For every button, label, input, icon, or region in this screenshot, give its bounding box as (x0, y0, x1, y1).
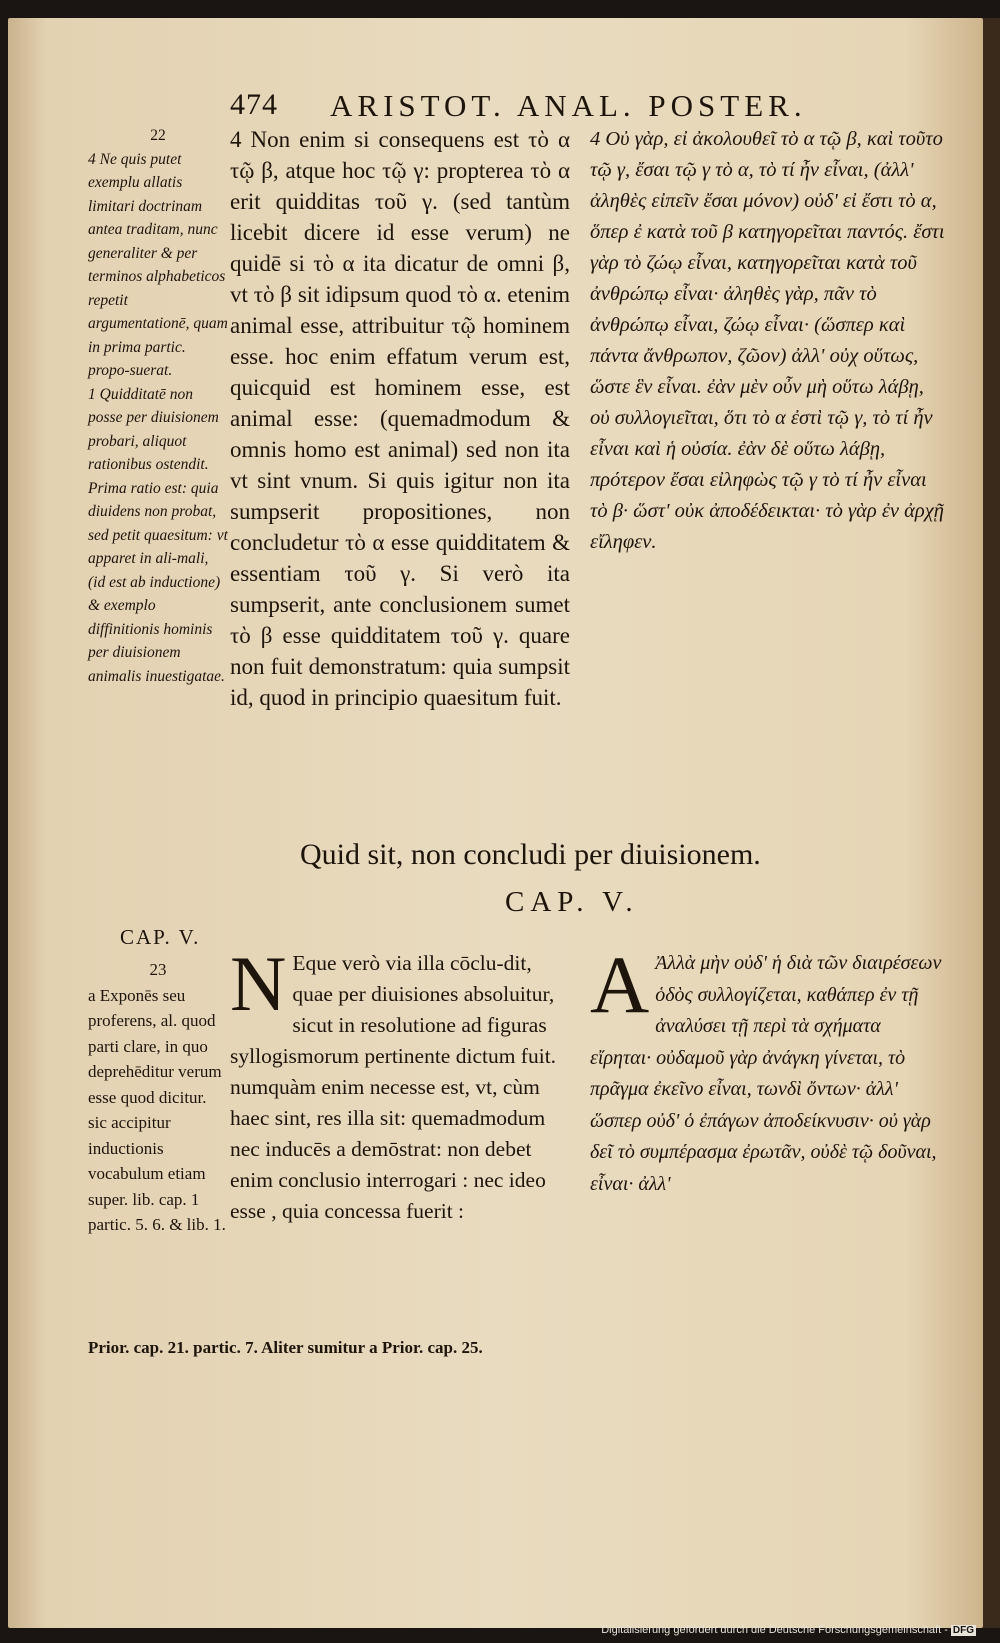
drop-cap: Α (590, 939, 650, 1030)
dfg-logo: DFG (952, 1625, 974, 1636)
greek-paragraph: 4 Οὐ γὰρ, εἰ ἀκολουθεῖ τὸ α τῷ β, καὶ τοῦτο τῷ γ, ἔσαι τῷ γ τὸ α, τὸ τί ἦν εἶναι, (ἀλλ' ἀληθὲς εἰπεῖν ἔσαι μόνον) οὐδ' εἰ ἔστι τὸ α, ὅπερ ἐ κατὰ τοῦ β κατηγορεῖται παντός. ἔστι γὰρ τὸ ζώῳ εἶναι, κατηγορεῖται κατὰ τοῦ ἀνθρώπῳ εἶναι· ἀληθὲς γὰρ, πᾶν τὸ ἀνθρώπῳ εἶναι, ζώῳ εἶναι· (ὥσπερ καὶ πάντα ἄνθρωπον, ζῶον) ἀλλ' οὐχ οὕτως, ὥστε ἓν εἶναι. ἐὰν μὲν οὖν μὴ οὕτω λάβῃ, οὐ συλλογιεῖται, ὅτι τὸ α ἐστὶ τῷ γ, τὸ τί ἦν εἶναι καὶ ἡ οὐσία. ἐὰν δὲ οὕτω λάβῃ, πρότερον ἔσαι εἰληφὼς τῷ γ τὸ τί ἦν εἶναι τὸ β· ὥστ' οὐκ ἀποδέδεικται· τὸ γὰρ ἐν ἀρχῇ εἴληφεν. (590, 128, 945, 553)
margin-chapter-heading: CAP. V. (120, 925, 201, 949)
margin-note: 1 Quidditatē non posse per diuisionem probari, aliquot rationibus ostendit. Prima ratio est: quia diuidens non probat, sed petit quaesitum: vt apparet in ali-mali, (id est ab inductione) & exemplo diffinitionis hominis per diuisionem animalis inuestigatae. (88, 385, 228, 685)
greek-paragraph: Ἀλλὰ μὴν οὐδ' ἡ διὰ τῶν διαιρέσεων ὁδὸς συλλογίζεται, καθάπερ ἐν τῇ ἀναλύσει τῇ περὶ τὰ σχήματα εἴρηται· οὐδαμοῦ γὰρ ἀνάγκη γίνεται, τὸ πρᾶγμα ἐκεῖνο εἶναι, τωνδὶ ὄντων· ἀλλ' ὥσπερ οὐδ' ὁ ἐπάγων ἀποδείκνυσιν· οὐ γὰρ δεῖ τὸ συμπέρασμα ἐρωτᾶν, οὐδὲ τῷ δοῦναι, εἶναι· ἀλλ' (590, 952, 942, 1195)
margin-notes-top (88, 124, 228, 688)
margin-note: a Exponēs seu proferens, al. quod parti clare, in quo deprehēditur verum esse quod dicitur. sic accipitur inductionis vocabulum etiam super. lib. cap. 1 partic. 5. 6. & lib. 1. (88, 985, 226, 1234)
drop-cap: N (230, 940, 287, 1027)
chapter-heading: CAP. V. (505, 886, 639, 918)
margin-notes-bottom (88, 957, 228, 1238)
margin-note: 4 Ne quis putet exemplu allatis limitari doctrinam antea traditam, nunc generaliter & per terminos alphabeticos repetit argumentationē, quam in prima partic. propo-suerat. (88, 150, 228, 379)
latin-column-bottom (230, 940, 570, 1227)
latin-column-top (230, 124, 570, 713)
page-header (230, 88, 850, 128)
margin-number: 23 (149, 960, 167, 979)
credit-text: Digitalisierung gefördert durch die Deutsche Forschungsgemeinschaft - (601, 1624, 948, 1636)
digitization-credit (601, 1624, 976, 1636)
latin-paragraph: 4 Non enim si consequens est τὸ α τῷ β, atque hoc τῷ γ: propterea τὸ α erit quidditas τοῦ γ. (sed tantùm licebit dicere id esse verum) ne quidē si τὸ α ita dicatur de omni β, vt τὸ β sit idipsum quod τὸ α. etenim animal esse, attribuitur τῷ hominem esse. hoc enim effatum verum est, quicquid est hominem esse, est animal esse: (quemadmodum & omnis homo est animal) sed non ita vt sint vnum. Si quis igitur non ita sumpserit propositiones, non concludetur τὸ α esse quidditatem & essentiam τοῦ γ. Si verò ita sumpserit, ante conclusionem sumet τὸ β esse quidditatem τοῦ γ. quare non fuit demonstratum: quia sumpsit id, quod in principio quaesitum fuit. (230, 127, 570, 710)
running-title: ARISTOT. ANAL. POSTER. (330, 88, 807, 123)
greek-column-bottom (590, 939, 945, 1200)
margin-number: 22 (150, 127, 166, 144)
footer-reference: Prior. cap. 21. partic. 7. Aliter sumitur a Prior. cap. 25. (88, 1338, 483, 1357)
book-spine (983, 18, 1000, 1628)
latin-paragraph: Eque verò via illa cōclu-dit, quae per diuisiones absoluitur, sicut in resolutione ad figuras syllogismorum pertinente dictum fuit. numquàm enim necesse est, vt, cùm haec sint, res illa sit: quemadmodum nec inducēs a demōstrat: non debet enim conclusio interrogari : nec ideo esse , quia concessa fuerit : (230, 951, 557, 1223)
section-title: Quid sit, non concludi per diuisionem. (300, 838, 761, 871)
page-number: 474 (230, 88, 278, 121)
greek-column-top (590, 124, 945, 558)
